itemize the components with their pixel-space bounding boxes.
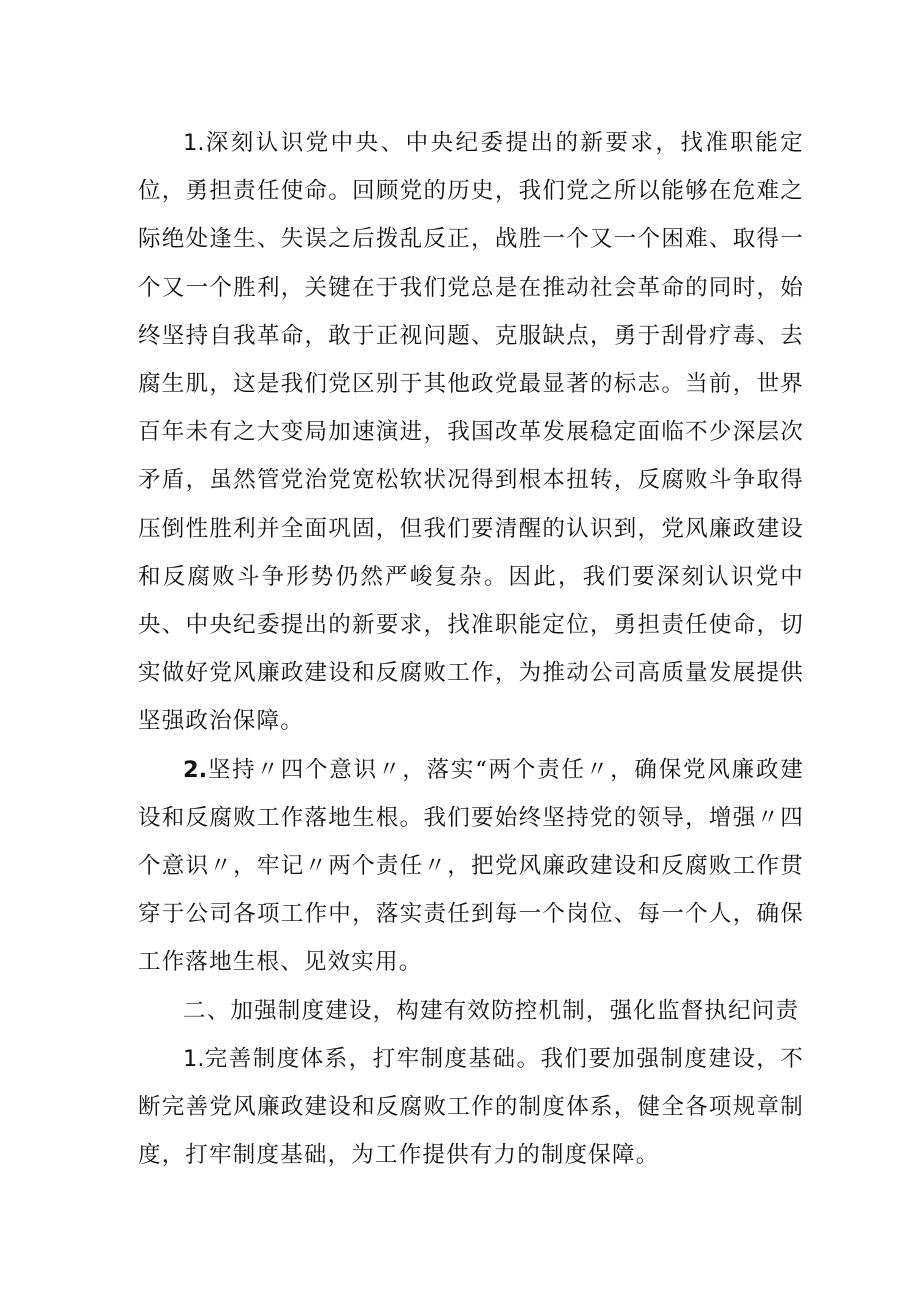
paragraph-3 bbox=[138, 1035, 804, 1180]
document-body bbox=[138, 119, 804, 1179]
paragraph-number: 1. bbox=[183, 130, 205, 156]
paragraph-text: 完善制度体系，打牢制度基础。我们要加强制度建设，不断完善党风廉政建设和反腐败工作的制度体系，健全各项规章制度，打牢制度基础，为工作提供有力的制度保障。 bbox=[138, 1045, 804, 1169]
paragraph-text: 坚持〃四个意识〃，落实“两个责任〃，确保党风廉政建设和反腐败工作落地生根。我们要始终坚持党的领导，增强〃四个意识〃，牢记〃两个责任〃，把党风廉政建设和反腐败工作贯穿于公司各项工作中，落实责任到每一个岗位、每一个人，确保工作落地生根、见效实用。 bbox=[138, 756, 804, 976]
paragraph-number: 1. bbox=[183, 1045, 205, 1072]
paragraph-text: 深刻认识党中央、中央纪委提出的新要求，找准职能定位，勇担责任使命。回顾党的历史，我们党之所以能够在危难之际绝处逢生、失误之后拨乱反正，战胜一个又一个困难、取得一个又一个胜利，关键在于我们党总是在推动社会革命的同时，始终坚持自我革命，敢于正视问题、克服缺点，勇于刮骨疗毒、去腐生肌，这是我们党区别于其他政党最显著的标志。当前，世界百年未有之大变局加速演进，我国改革发展稳定面临不少深层次矛盾，虽然管党治党宽松软状况得到根本扭转，反腐败斗争取得压倒性胜利并全面巩固，但我们要清醒的认识到，党风廉政建设和反腐败斗争形势仍然严峻复杂。因此，我们要深刻认识党中央、中央纪委提出的新要求，找准职能定位，勇担责任使命，切实做好党风廉政建设和反腐败工作，为推动公司高质量发展提供坚强政治保障。 bbox=[138, 130, 804, 735]
section-heading: 二、加强制度建设，构建有效防控机制，强化监督执纪问责 bbox=[183, 997, 800, 1024]
paragraph-1 bbox=[138, 119, 804, 746]
paragraph-number: 2. bbox=[183, 756, 208, 783]
paragraph-2 bbox=[138, 746, 804, 987]
